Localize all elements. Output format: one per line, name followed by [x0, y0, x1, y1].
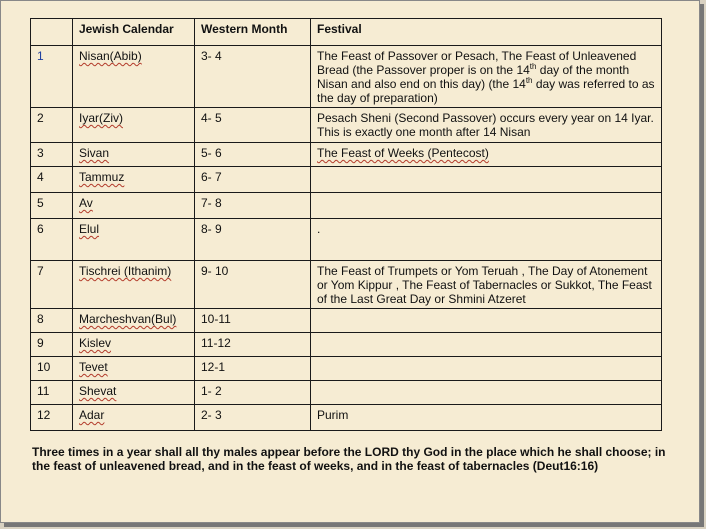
table-row: [31, 261, 662, 309]
table-row: [31, 108, 662, 143]
header-row: [31, 19, 662, 46]
western-month: 1- 2: [195, 381, 311, 405]
month-name: Kislev: [73, 333, 195, 357]
header-jewish-calendar: Jewish Calendar: [73, 19, 195, 46]
festival-cell: [311, 309, 662, 333]
row-number: 8: [31, 309, 73, 333]
western-month: 12-1: [195, 357, 311, 381]
table-row: [31, 167, 662, 193]
calendar-table: [30, 18, 662, 431]
festival-cell: Purim: [311, 405, 662, 431]
row-number: 3: [31, 143, 73, 167]
month-name: Tevet: [73, 357, 195, 381]
row-number: 2: [31, 108, 73, 143]
western-month: 2- 3: [195, 405, 311, 431]
western-month: 8- 9: [195, 219, 311, 261]
month-name: Av: [73, 193, 195, 219]
table-row: [31, 333, 662, 357]
western-month: 7- 8: [195, 193, 311, 219]
western-month: 9- 10: [195, 261, 311, 309]
row-number: 11: [31, 381, 73, 405]
table-row: [31, 357, 662, 381]
month-name: Tammuz: [73, 167, 195, 193]
month-name: Adar: [73, 405, 195, 431]
western-month: 5- 6: [195, 143, 311, 167]
table-row: [31, 193, 662, 219]
festival-cell: The Feast of Passover or Pesach, The Feast of Unleavened Bread (the Passover proper is on the 14th day of the month Nisan and also end on this day) (the 14th day was referred to as the day of preparation): [311, 46, 662, 108]
scripture-verse: Three times in a year shall all thy males appear before the LORD thy God in the place which he shall choose; in the feast of unleavened bread, and in the feast of weeks, and in the feast of tabernacles (Deut16:16): [32, 445, 666, 473]
festival-cell: .: [311, 219, 662, 261]
row-number: 7: [31, 261, 73, 309]
row-number: 1: [31, 46, 73, 108]
festival-cell: [311, 167, 662, 193]
western-month: 11-12: [195, 333, 311, 357]
row-number: 4: [31, 167, 73, 193]
header-western-month: Western Month: [195, 19, 311, 46]
month-name: Iyar(Ziv): [73, 108, 195, 143]
western-month: 4- 5: [195, 108, 311, 143]
row-number: 5: [31, 193, 73, 219]
table-row: [31, 219, 662, 261]
western-month: 3- 4: [195, 46, 311, 108]
festival-cell: [311, 381, 662, 405]
month-name: Nisan(Abib): [73, 46, 195, 108]
table-row: [31, 381, 662, 405]
western-month: 10-11: [195, 309, 311, 333]
festival-cell: The Feast of Trumpets or Yom Teruah , The Day of Atonement or Yom Kippur , The Feast of Tabernacles or Sukkot, The Feast of the Last Great Day or Shmini Atzeret: [311, 261, 662, 309]
row-number: 10: [31, 357, 73, 381]
western-month: 6- 7: [195, 167, 311, 193]
month-name: Marcheshvan(Bul): [73, 309, 195, 333]
month-name: Sivan: [73, 143, 195, 167]
header-festival: Festival: [311, 19, 662, 46]
row-number: 6: [31, 219, 73, 261]
festival-cell: The Feast of Weeks (Pentecost): [311, 143, 662, 167]
festival-cell: Pesach Sheni (Second Passover) occurs every year on 14 Iyar. This is exactly one month after 14 Nisan: [311, 108, 662, 143]
table-row: [31, 46, 662, 108]
table-row: [31, 143, 662, 167]
table-row: [31, 309, 662, 333]
festival-cell: [311, 193, 662, 219]
table-row: [31, 405, 662, 431]
festival-cell: [311, 357, 662, 381]
row-number: 9: [31, 333, 73, 357]
row-number: 12: [31, 405, 73, 431]
header-number: [31, 19, 73, 46]
month-name: Elul: [73, 219, 195, 261]
festival-cell: [311, 333, 662, 357]
month-name: Tischrei (Ithanim): [73, 261, 195, 309]
month-name: Shevat: [73, 381, 195, 405]
